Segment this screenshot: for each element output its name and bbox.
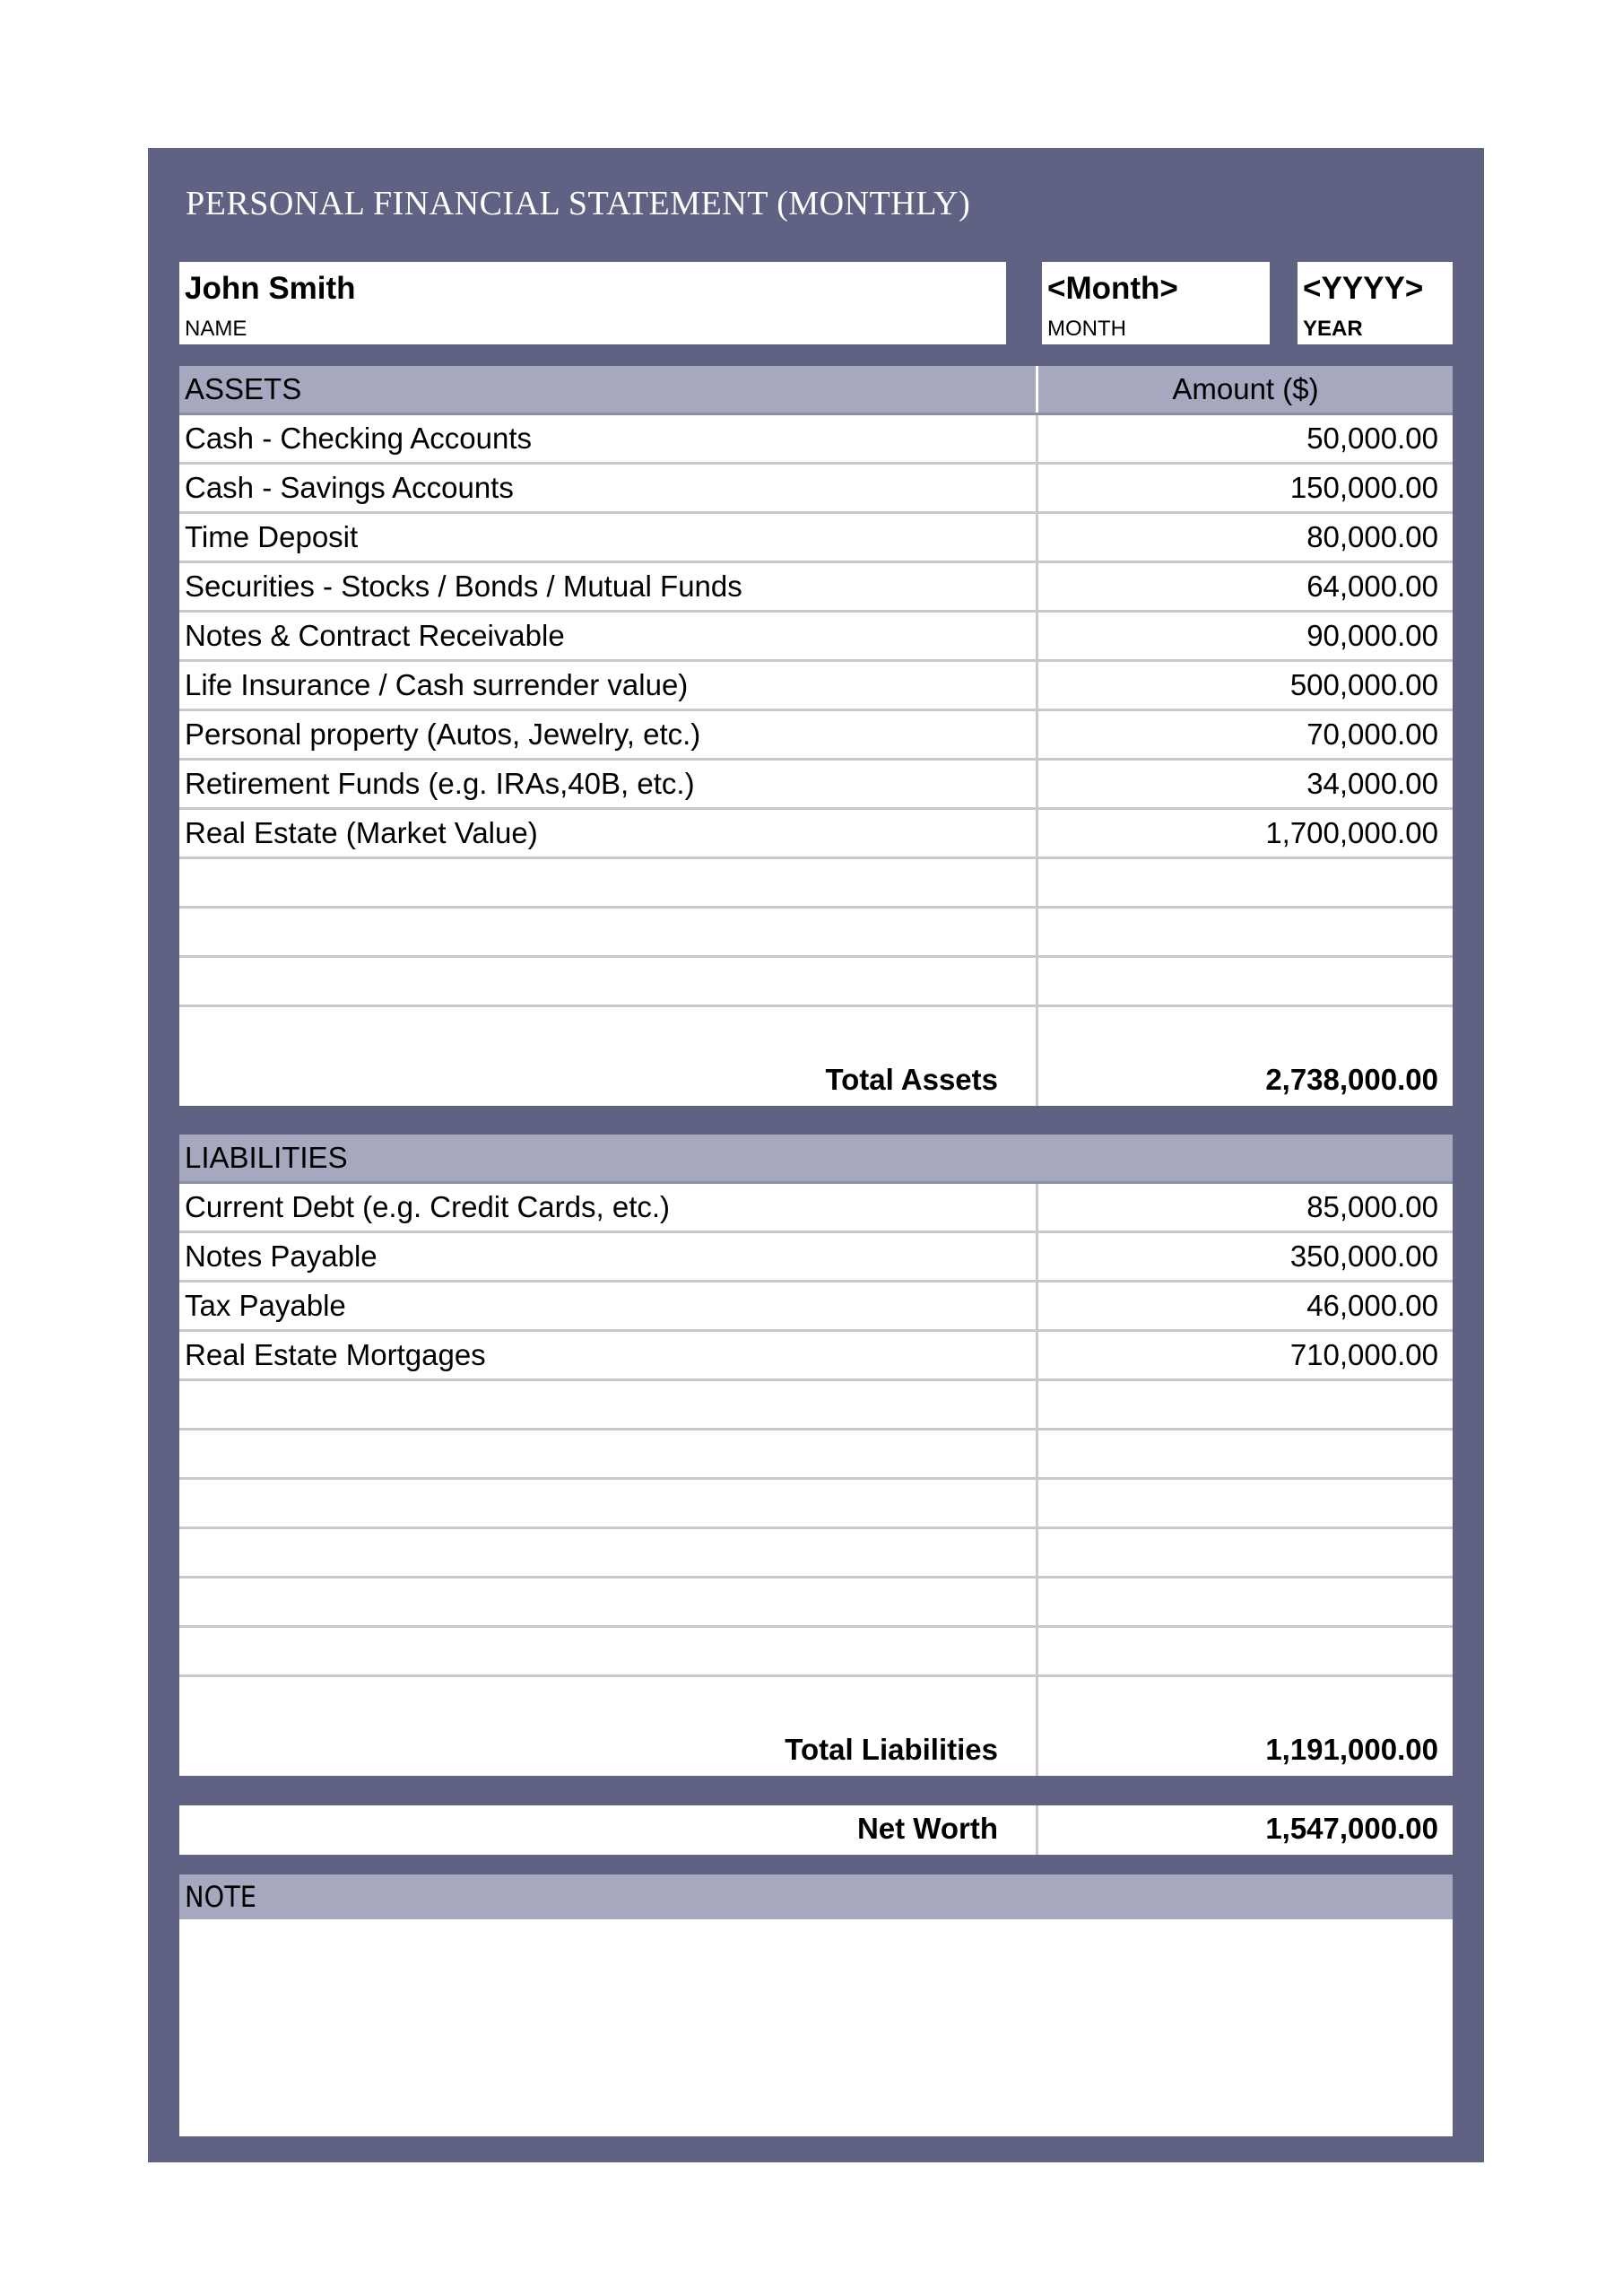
- asset-label[interactable]: [179, 958, 1038, 1004]
- liability-row: [179, 1480, 1453, 1529]
- asset-row: [179, 958, 1453, 1007]
- asset-label[interactable]: Cash - Checking Accounts: [179, 415, 1038, 462]
- asset-label[interactable]: [179, 1007, 1038, 1057]
- asset-label[interactable]: Notes & Contract Receivable: [179, 613, 1038, 659]
- asset-amount[interactable]: [1038, 859, 1453, 906]
- total-liabilities-label: Total Liabilities: [179, 1726, 1038, 1776]
- asset-row: [179, 465, 1453, 514]
- net-worth-table: [179, 1805, 1453, 1855]
- asset-label[interactable]: [179, 909, 1038, 955]
- total-assets-amount: 2,738,000.00: [1265, 1063, 1438, 1096]
- liability-label[interactable]: Real Estate Mortgages: [179, 1332, 1038, 1378]
- name-box[interactable]: [179, 262, 1006, 344]
- liability-row: [179, 1628, 1453, 1677]
- liability-label[interactable]: Current Debt (e.g. Credit Cards, etc.): [179, 1184, 1038, 1231]
- total-liabilities-row: [179, 1726, 1453, 1776]
- asset-label[interactable]: Cash - Savings Accounts: [179, 465, 1038, 511]
- assets-table: [179, 366, 1453, 1106]
- liability-row: [179, 1578, 1453, 1628]
- liability-label[interactable]: [179, 1480, 1038, 1526]
- asset-amount[interactable]: 80,000.00: [1306, 520, 1438, 553]
- asset-amount[interactable]: [1038, 958, 1453, 1004]
- liability-row: [179, 1233, 1453, 1283]
- net-worth-amount: 1,547,000.00: [1265, 1812, 1438, 1845]
- net-worth-label: Net Worth: [179, 1805, 1038, 1855]
- asset-amount[interactable]: 50,000.00: [1306, 422, 1438, 455]
- asset-row: [179, 415, 1453, 465]
- liability-row: [179, 1431, 1453, 1480]
- liability-row: [179, 1381, 1453, 1431]
- year-box[interactable]: [1298, 262, 1453, 344]
- note-section: [179, 1874, 1453, 2136]
- liabilities-header: LIABILITIES: [185, 1141, 348, 1174]
- name-label: NAME: [185, 317, 247, 341]
- liability-amount[interactable]: [1038, 1480, 1453, 1526]
- asset-row: [179, 761, 1453, 810]
- liabilities-table: [179, 1135, 1453, 1776]
- asset-amount[interactable]: 1,700,000.00: [1265, 816, 1438, 849]
- liability-amount[interactable]: [1038, 1677, 1453, 1726]
- liability-row: [179, 1283, 1453, 1332]
- asset-row: [179, 514, 1453, 563]
- liability-label[interactable]: [179, 1381, 1038, 1428]
- total-liabilities-amount: 1,191,000.00: [1265, 1733, 1438, 1766]
- year-label: YEAR: [1303, 317, 1363, 341]
- asset-amount[interactable]: 90,000.00: [1306, 619, 1438, 652]
- note-header: NOTE: [179, 1874, 1453, 1919]
- asset-row: [179, 711, 1453, 761]
- liability-row: [179, 1184, 1453, 1233]
- liability-amount[interactable]: [1038, 1431, 1453, 1477]
- total-assets-row: [179, 1057, 1453, 1106]
- asset-row: [179, 613, 1453, 662]
- asset-row: [179, 909, 1453, 958]
- liabilities-header-row: [179, 1135, 1453, 1184]
- liability-label[interactable]: [179, 1431, 1038, 1477]
- note-body[interactable]: [179, 1919, 1453, 2147]
- page-title: PERSONAL FINANCIAL STATEMENT (MONTHLY): [186, 185, 971, 222]
- asset-amount[interactable]: 500,000.00: [1289, 668, 1438, 701]
- asset-label[interactable]: Life Insurance / Cash surrender value): [179, 662, 1038, 709]
- asset-row: [179, 1007, 1453, 1057]
- liability-label[interactable]: [179, 1578, 1038, 1625]
- asset-amount[interactable]: 34,000.00: [1306, 767, 1438, 800]
- liability-amount[interactable]: [1038, 1578, 1453, 1625]
- liability-label[interactable]: Notes Payable: [179, 1233, 1038, 1280]
- asset-label[interactable]: Securities - Stocks / Bonds / Mutual Funds: [179, 563, 1038, 610]
- asset-label[interactable]: Real Estate (Market Value): [179, 810, 1038, 857]
- assets-header-row: [179, 366, 1453, 415]
- name-value[interactable]: John Smith: [185, 271, 356, 306]
- liability-row: [179, 1529, 1453, 1578]
- liability-amount[interactable]: 85,000.00: [1306, 1190, 1438, 1223]
- net-worth-row: [179, 1805, 1453, 1855]
- liability-label[interactable]: [179, 1677, 1038, 1726]
- asset-amount[interactable]: 70,000.00: [1306, 718, 1438, 751]
- liability-label[interactable]: [179, 1628, 1038, 1674]
- liability-amount[interactable]: [1038, 1628, 1453, 1674]
- year-value[interactable]: <YYYY>: [1303, 271, 1424, 306]
- liability-amount[interactable]: [1038, 1529, 1453, 1576]
- statement-frame: [148, 148, 1484, 2162]
- liability-label[interactable]: [179, 1529, 1038, 1576]
- total-assets-label: Total Assets: [179, 1057, 1038, 1106]
- asset-label[interactable]: Retirement Funds (e.g. IRAs,40B, etc.): [179, 761, 1038, 807]
- liability-amount[interactable]: 350,000.00: [1289, 1239, 1438, 1273]
- liability-label[interactable]: Tax Payable: [179, 1283, 1038, 1329]
- liability-amount[interactable]: 710,000.00: [1289, 1338, 1438, 1371]
- assets-header: ASSETS: [179, 366, 1038, 413]
- month-label: MONTH: [1047, 317, 1126, 341]
- month-box[interactable]: [1042, 262, 1270, 344]
- asset-row: [179, 563, 1453, 613]
- month-value[interactable]: <Month>: [1047, 271, 1178, 306]
- asset-label[interactable]: Personal property (Autos, Jewelry, etc.): [179, 711, 1038, 758]
- liability-amount[interactable]: 46,000.00: [1306, 1289, 1438, 1322]
- asset-amount[interactable]: [1038, 1007, 1453, 1057]
- amount-header: Amount ($): [1172, 372, 1319, 405]
- asset-row: [179, 810, 1453, 859]
- asset-row: [179, 662, 1453, 711]
- asset-amount[interactable]: [1038, 909, 1453, 955]
- liability-amount[interactable]: [1038, 1381, 1453, 1428]
- asset-row: [179, 859, 1453, 909]
- asset-label[interactable]: Time Deposit: [179, 514, 1038, 561]
- asset-amount[interactable]: 64,000.00: [1306, 570, 1438, 603]
- asset-amount[interactable]: 150,000.00: [1289, 471, 1438, 504]
- liability-row: [179, 1677, 1453, 1726]
- asset-label[interactable]: [179, 859, 1038, 906]
- liability-row: [179, 1332, 1453, 1381]
